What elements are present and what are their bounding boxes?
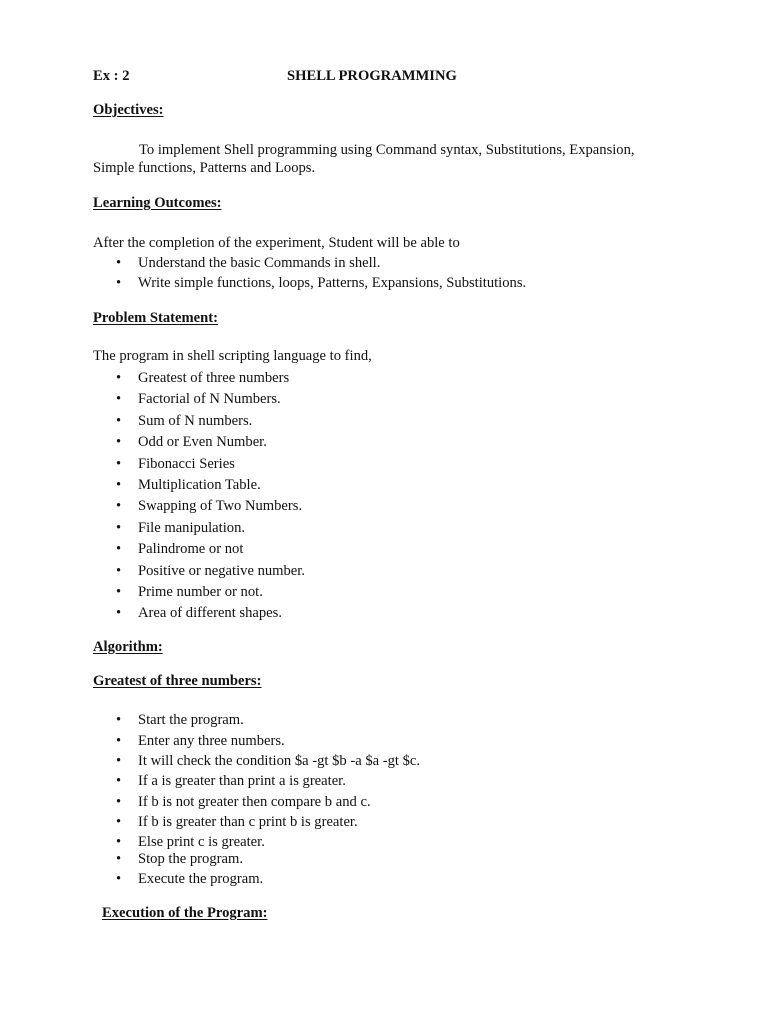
bullet-icon: • xyxy=(116,477,122,493)
bullet-icon: • xyxy=(116,834,122,850)
list-item-text: Fibonacci Series xyxy=(138,456,235,472)
bullet-icon: • xyxy=(116,871,122,887)
list-item-text: Else print c is greater. xyxy=(138,834,265,850)
bullet-icon: • xyxy=(116,434,122,450)
bullet-icon: • xyxy=(116,370,122,386)
list-item-text: Sum of N numbers. xyxy=(138,413,253,429)
objectives-line-2: Simple functions, Patterns and Loops. xyxy=(93,160,316,176)
list-item-text: File manipulation. xyxy=(138,520,246,536)
bullet-icon: • xyxy=(116,712,122,728)
bullet-icon: • xyxy=(116,520,122,536)
learning-outcomes-intro: After the completion of the experiment, Student will be able to xyxy=(93,235,460,251)
algorithm-heading: Algorithm: xyxy=(93,639,163,655)
bullet-icon: • xyxy=(116,605,122,621)
bullet-icon: • xyxy=(116,563,122,579)
bullet-icon: • xyxy=(116,255,122,271)
bullet-icon: • xyxy=(116,814,122,830)
bullet-icon: • xyxy=(116,733,122,749)
bullet-icon: • xyxy=(116,753,122,769)
list-item-text: If b is greater than c print b is greater. xyxy=(138,814,358,830)
list-item-text: Understand the basic Commands in shell. xyxy=(138,255,381,271)
objectives-line-1: To implement Shell programming using Command syntax, Substitutions, Expansion, xyxy=(139,142,635,158)
list-item-text: If a is greater than print a is greater. xyxy=(138,773,346,789)
bullet-icon: • xyxy=(116,413,122,429)
list-item-text: Greatest of three numbers xyxy=(138,370,290,386)
list-item-text: Multiplication Table. xyxy=(138,477,261,493)
list-item-text: Area of different shapes. xyxy=(138,605,282,621)
problem-statement-heading: Problem Statement: xyxy=(93,310,218,326)
list-item-text: Prime number or not. xyxy=(138,584,263,600)
list-item-text: Odd or Even Number. xyxy=(138,434,267,450)
list-item-text: Swapping of Two Numbers. xyxy=(138,498,303,514)
execution-heading: Execution of the Program: xyxy=(102,905,268,921)
page-title: SHELL PROGRAMMING xyxy=(287,68,457,84)
bullet-icon: • xyxy=(116,456,122,472)
objectives-heading: Objectives: xyxy=(93,102,164,118)
list-item-text: Execute the program. xyxy=(138,871,264,887)
bullet-icon: • xyxy=(116,794,122,810)
bullet-icon: • xyxy=(116,773,122,789)
exercise-number: Ex : 2 xyxy=(93,68,130,84)
bullet-icon: • xyxy=(116,851,122,867)
list-item-text: Stop the program. xyxy=(138,851,243,867)
list-item-text: Palindrome or not xyxy=(138,541,244,557)
algorithm-subheading: Greatest of three numbers: xyxy=(93,673,262,689)
learning-outcomes-heading: Learning Outcomes: xyxy=(93,195,222,211)
list-item-text: If b is not greater then compare b and c. xyxy=(138,794,371,810)
bullet-icon: • xyxy=(116,541,122,557)
problem-statement-intro: The program in shell scripting language to find, xyxy=(93,348,372,364)
list-item-text: Write simple functions, loops, Patterns, Expansions, Substitutions. xyxy=(138,275,527,291)
bullet-icon: • xyxy=(116,584,122,600)
bullet-icon: • xyxy=(116,275,122,291)
list-item-text: Start the program. xyxy=(138,712,244,728)
list-item-text: Factorial of N Numbers. xyxy=(138,391,281,407)
list-item-text: Positive or negative number. xyxy=(138,563,305,579)
bullet-icon: • xyxy=(116,391,122,407)
list-item-text: It will check the condition $a -gt $b -a $a -gt $c. xyxy=(138,753,421,769)
list-item-text: Enter any three numbers. xyxy=(138,733,285,749)
bullet-icon: • xyxy=(116,498,122,514)
